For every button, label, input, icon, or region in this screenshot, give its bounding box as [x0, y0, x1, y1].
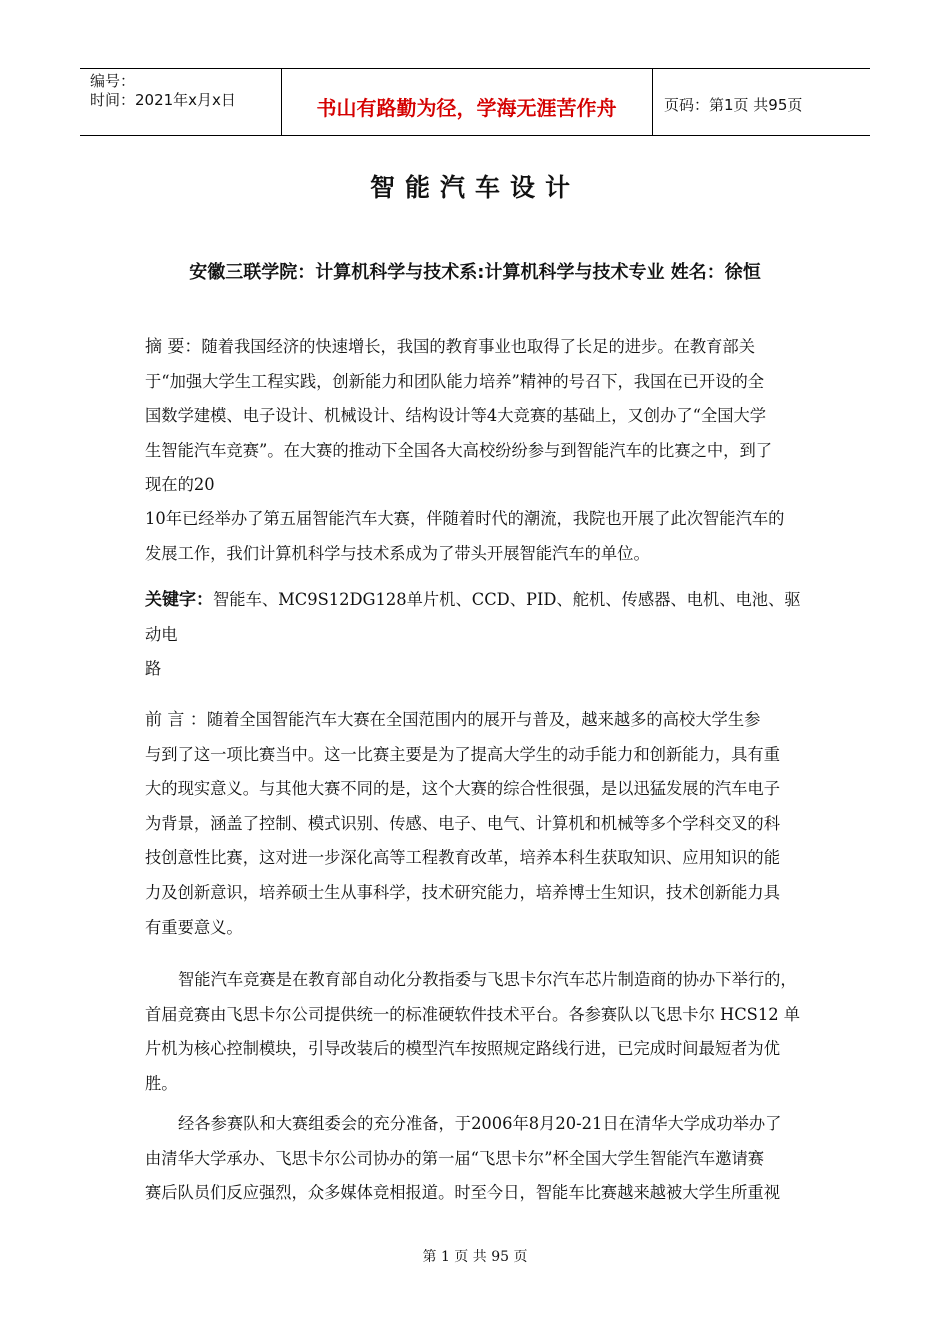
abstract-line: 生智能汽车竞赛”。在大赛的推动下全国各大高校纷纷参与到智能汽车的比赛之中，到了: [145, 440, 773, 460]
keywords-line: 关键字：智能车、MC9S12DG128单片机、CCD、PID、舵机、传感器、电机、电池、驱动电: [145, 590, 801, 644]
paragraph-line: 由清华大学承办、飞思卡尔公司协办的第一届“飞思卡尔”杯全国大学生智能汽车邀请赛: [145, 1148, 765, 1168]
keywords-line: 路: [145, 659, 162, 679]
preface-line: 力及创新意识，培养硕士生从事科学，技术研究能力，培养博士生知识，技术创新能力具: [145, 882, 780, 902]
abstract-line: 国数学建模、电子设计、机械设计、结构设计等4大竞赛的基础上，又创办了“全国大学: [145, 406, 767, 426]
abstract-label: 摘 要：: [145, 337, 202, 357]
preface-line: 前 言 ：随着全国智能汽车大赛在全国范围内的展开与普及，越来越多的高校大学生参: [145, 710, 761, 730]
preface-line: 技创意性比赛，这对进一步深化高等工程教育改革，培养本科生获取知识、应用知识的能: [145, 848, 780, 868]
abstract-line: 现在的20: [145, 475, 215, 495]
preface-line: 大的现实意义。与其他大赛不同的是，这个大赛的综合性很强，是以迅猛发展的汽车电子: [145, 779, 780, 799]
header-motto: 书山有路勤为径，学海无涯苦作舟: [316, 96, 617, 120]
preface-line: 为背景，涵盖了控制、模式识别、传感、电子、电气、计算机和机械等多个学科交叉的科: [145, 813, 780, 833]
paragraph-line: 片机为核心控制模块，引导改装后的模型汽车按照规定路线行进，已完成时间最短者为优: [145, 1039, 780, 1059]
author-affiliation: 安徽三联学院：计算机科学与技术系:计算机科学与技术专业 姓名：徐恒: [189, 262, 761, 283]
header-bottom-rule: [80, 135, 870, 136]
document-date: 时间：2021年x月x日: [90, 91, 236, 109]
preface-label: 前 言 ：: [145, 710, 207, 730]
body-paragraph-2: [145, 963, 810, 1101]
preface-section: [145, 703, 810, 945]
paragraph-line: 智能汽车竞赛是在教育部自动化分教指委与飞思卡尔汽车芯片制造商的协办下举行的，: [178, 970, 797, 989]
header-divider-right: [652, 68, 653, 135]
paragraph-line: 胜。: [145, 1073, 178, 1093]
abstract-line: 10年已经举办了第五届智能汽车大赛，伴随着时代的潮流，我院也开展了此次智能汽车的: [145, 508, 785, 528]
header-top-rule: [80, 68, 870, 69]
abstract-line: 摘 要：随着我国经济的快速增长，我国的教育事业也取得了长足的进步。在教育部关: [145, 337, 755, 357]
document-title: 智能汽车设计: [369, 173, 580, 202]
header-left-cell: [90, 72, 236, 110]
body-paragraph-3: [145, 1107, 810, 1211]
preface-line: 与到了这一项比赛当中。这一比赛主要是为了提高大学生的动手能力和创新能力，具有重: [145, 744, 780, 764]
paragraph-line: 首届竞赛由飞思卡尔公司提供统一的标准硬软件技术平台。各参赛队以飞思卡尔 HCS12 单: [145, 1004, 801, 1024]
header-page-info: 页码：第1页 共95页: [664, 96, 803, 114]
page-footer: 第 1 页 共 95 页: [422, 1249, 528, 1265]
document-number-label: 编号：: [90, 72, 136, 90]
abstract-line: 于“加强大学生工程实践，创新能力和团队能力培养”精神的号召下，我国在已开设的全: [145, 371, 765, 391]
keywords-label: 关键字：: [145, 590, 213, 610]
paragraph-line: 赛后队员们反应强烈，众多媒体竞相报道。时至今日，智能车比赛越来越被大学生所重视: [145, 1183, 780, 1203]
keywords-section: [145, 583, 810, 687]
abstract-section: [145, 330, 810, 573]
abstract-line: 发展工作，我们计算机科学与技术系成为了带头开展智能汽车的单位。: [145, 543, 650, 563]
preface-line: 有重要意义。: [145, 917, 243, 937]
paragraph-line: 经各参赛队和大赛组委会的充分准备，于2006年8月20-21日在清华大学成功举办了: [178, 1114, 782, 1133]
